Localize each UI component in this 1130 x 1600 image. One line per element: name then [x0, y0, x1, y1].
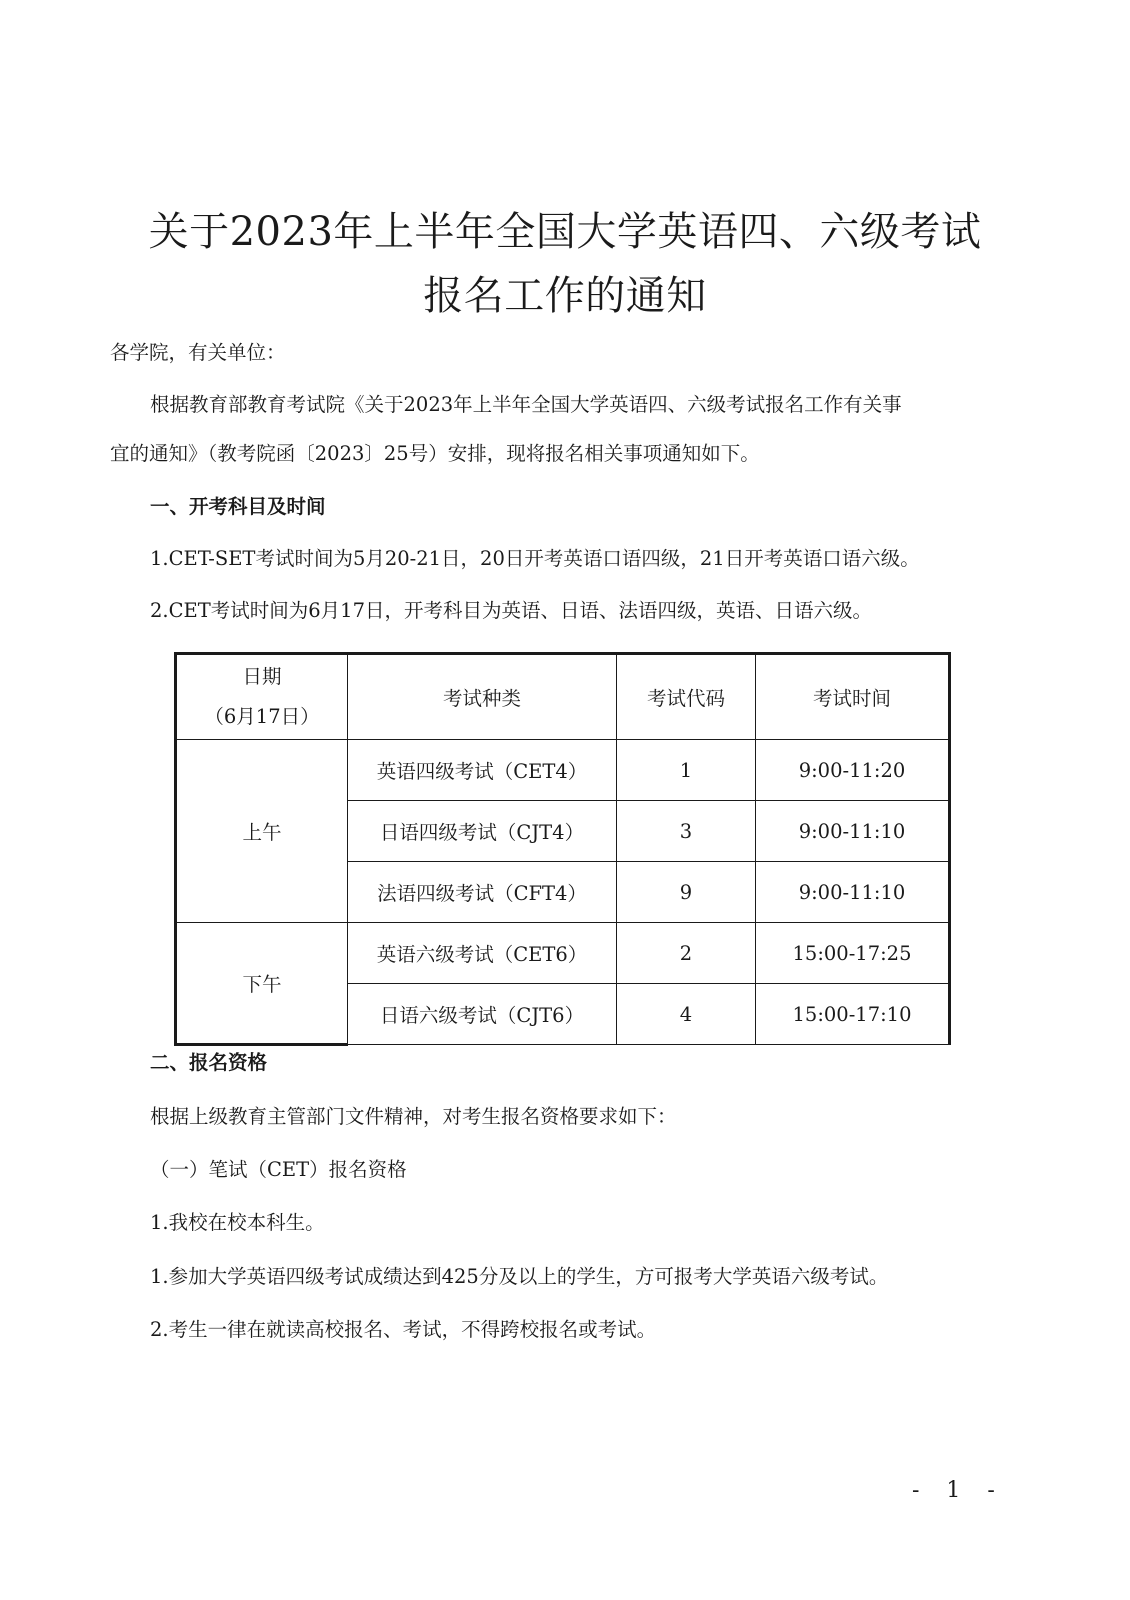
- table-row: [176, 740, 950, 801]
- page-number: - 1 -: [912, 1478, 1005, 1503]
- exam-type-cell: 日语六级考试（CJT6）: [348, 984, 617, 1045]
- exam-time-cell: 9:00-11:20: [756, 740, 950, 801]
- document-title-line1: 关于2023年上半年全国大学英语四、六级考试: [148, 209, 982, 255]
- session-morning: 上午: [176, 740, 348, 923]
- section2-item3: 2.考生一律在就读高校报名、考试，不得跨校报名或考试。: [150, 1318, 657, 1341]
- header-code: 考试代码: [617, 654, 756, 740]
- exam-code-cell: 1: [617, 740, 756, 801]
- section2-intro: 根据上级教育主管部门文件精神，对考生报名资格要求如下：: [150, 1105, 677, 1128]
- exam-time-cell: 9:00-11:10: [756, 862, 950, 923]
- document-title-line2: 报名工作的通知: [423, 273, 707, 319]
- exam-schedule-table: [174, 652, 951, 1046]
- exam-code-cell: 3: [617, 801, 756, 862]
- header-date-line1: 日期: [242, 665, 282, 688]
- table-row: [176, 923, 950, 984]
- intro-paragraph-line1: 根据教育部教育考试院《关于2023年上半年全国大学英语四、六级考试报名工作有关事: [150, 393, 902, 416]
- intro-paragraph-line2: 宜的通知》（教考院函〔2023〕25号）安排，现将报名相关事项通知如下。: [110, 442, 760, 465]
- section1-item2: 2.CET考试时间为6月17日，开考科目为英语、日语、法语四级，英语、日语六级。: [150, 599, 872, 622]
- exam-code-cell: 2: [617, 923, 756, 984]
- section2-heading: 二、报名资格: [150, 1051, 268, 1074]
- exam-type-cell: 法语四级考试（CFT4）: [348, 862, 617, 923]
- exam-code-cell: 9: [617, 862, 756, 923]
- header-time: 考试时间: [756, 654, 950, 740]
- section2-item2: 1.参加大学英语四级考试成绩达到425分及以上的学生，方可报考大学英语六级考试。: [150, 1265, 889, 1288]
- header-date-line2: （6月17日）: [204, 705, 320, 728]
- section1-item1: 1.CET-SET考试时间为5月20-21日，20日开考英语口语四级，21日开考英语口语六级。: [150, 547, 920, 570]
- table-header-row: [176, 654, 950, 740]
- exam-time-cell: 9:00-11:10: [756, 801, 950, 862]
- exam-type-cell: 英语六级考试（CET6）: [348, 923, 617, 984]
- section1-heading: 一、开考科目及时间: [150, 495, 326, 518]
- exam-type-cell: 英语四级考试（CET4）: [348, 740, 617, 801]
- section2-sub1: （一）笔试（CET）报名资格: [150, 1158, 407, 1181]
- exam-time-cell: 15:00-17:25: [756, 923, 950, 984]
- exam-code-cell: 4: [617, 984, 756, 1045]
- session-afternoon: 下午: [176, 923, 348, 1045]
- exam-type-cell: 日语四级考试（CJT4）: [348, 801, 617, 862]
- exam-time-cell: 15:00-17:10: [756, 984, 950, 1045]
- header-date: [176, 654, 348, 740]
- section2-item1: 1.我校在校本科生。: [150, 1211, 325, 1234]
- header-type: 考试种类: [348, 654, 617, 740]
- salutation: 各学院，有关单位：: [110, 341, 286, 364]
